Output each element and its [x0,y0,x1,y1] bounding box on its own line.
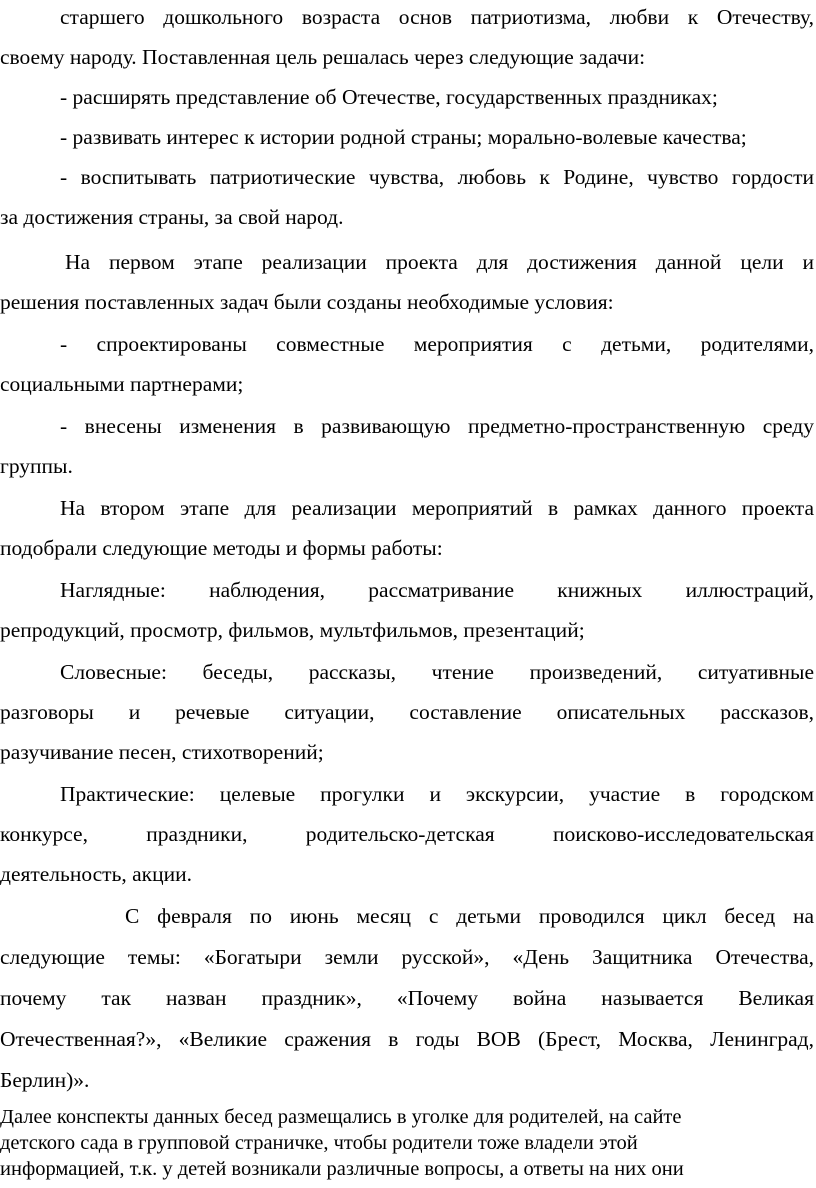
text-line: - развивать интерес к истории родной страны; морально-волевые качества; [60,125,747,149]
text-line: подобрали следующие методы и формы работы: [0,536,443,560]
text-line: разговоры и речевые ситуации, составление описательных рассказов, [0,700,814,724]
text-line: - расширять представление об Отечестве, государственных праздниках; [60,85,718,109]
text-line: следующие темы: «Богатыри земли русской», «День Защитника Отечества, [0,945,814,969]
text-line: группы. [0,454,73,478]
text-line: своему народу. Поставленная цель решалась через следующие задачи: [0,45,646,69]
text-line: - внесены изменения в развивающую предметно-пространственную среду [60,414,814,438]
text-line: информацией, т.к. у детей возникали различные вопросы, а ответы на них они [0,1158,684,1180]
text-line: за достижения страны, за свой народ. [0,205,344,229]
text-line: - спроектированы совместные мероприятия с детьми, родителями, [60,332,814,356]
text-line: конкурсе, праздники, родительско-детская поисково-исследовательская [0,822,814,846]
text-line: Практические: целевые прогулки и экскурсии, участие в городском [60,782,814,806]
text-line: детского сада в групповой страничке, чтобы родители тоже владели этой [0,1132,638,1154]
text-line: Отечественная?», «Великие сражения в годы ВОВ (Брест, Москва, Ленинград, [0,1027,814,1051]
text-line: Словесные: беседы, рассказы, чтение произведений, ситуативные [60,660,814,684]
text-line: - воспитывать патриотические чувства, любовь к Родине, чувство гордости [60,165,814,189]
text-line: репродукций, просмотр, фильмов, мультфильмов, презентаций; [0,618,585,642]
text-line: Далее конспекты данных бесед размещались в уголке для родителей, на сайте [0,1106,682,1128]
text-line: С февраля по июнь месяц с детьми проводился цикл бесед на [125,904,814,928]
text-line: На втором этапе для реализации мероприятий в рамках данного проекта [60,496,814,520]
text-line: Берлин)». [0,1068,90,1092]
text-line: На первом этапе реализации проекта для достижения данной цели и [65,250,814,274]
text-line: социальными партнерами; [0,372,244,396]
closing-paragraph [0,1104,800,1182]
text-line: деятельность, акции. [0,862,193,886]
text-line: разучивание песен, стихотворений; [0,740,324,764]
text-line: Наглядные: наблюдения, рассматривание книжных иллюстраций, [60,578,814,602]
text-line: решения поставленных задач были созданы необходимые условия: [0,290,614,314]
text-line: почему так назван праздник», «Почему война называется Великая [0,986,814,1010]
text-line: старшего дошкольного возраста основ патриотизма, любви к Отечеству, [60,5,814,29]
